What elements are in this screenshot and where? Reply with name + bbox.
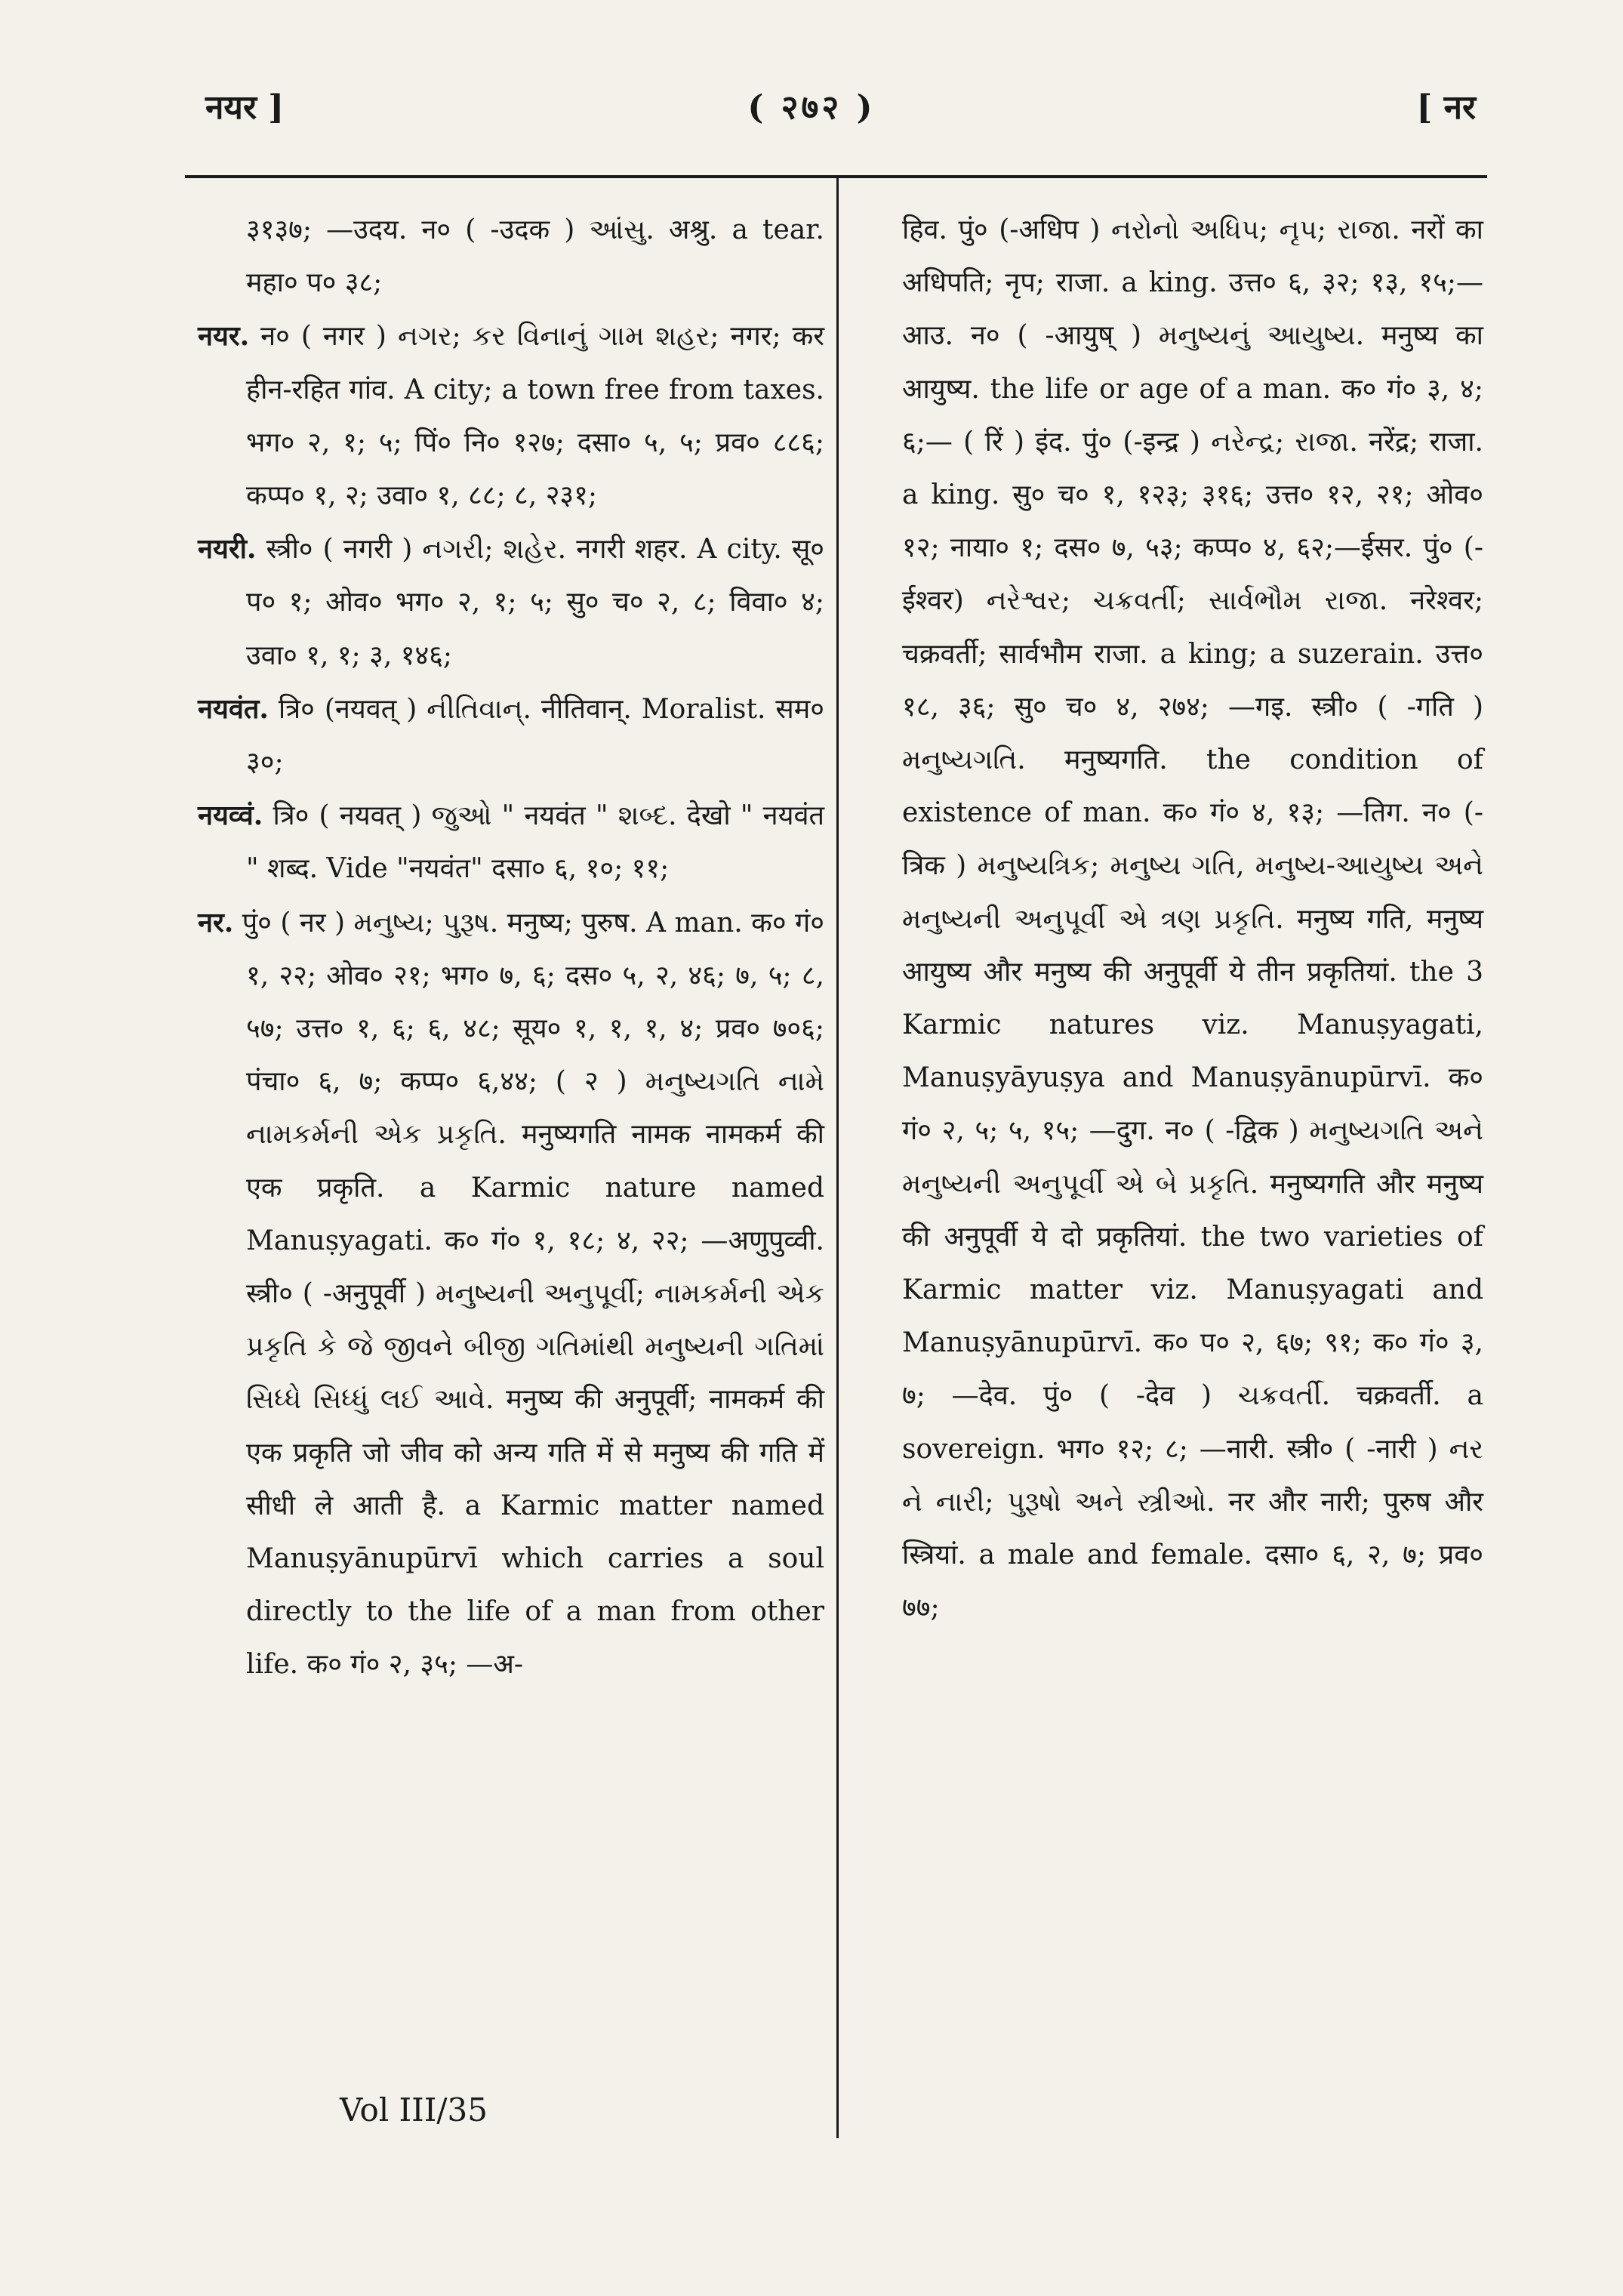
left-column <box>198 204 824 1692</box>
headword: नयर. <box>198 320 250 353</box>
headword: नर. <box>198 906 234 938</box>
volume-signature: Vol III/35 <box>340 2091 488 2128</box>
right-column <box>902 204 1483 1635</box>
headword: नयव्वं. <box>198 800 263 832</box>
headword: नयवंत. <box>198 692 269 725</box>
headword: नयरी. <box>198 533 257 566</box>
entry-nara-continued: हिव. पुं० (-अधिप ) નરોનો અધિપ; નૃપ; રાજા. नरों का अधिपति; नृप; राजा. a king. उत्त० ६, ३२; १३, १५;—आउ. न० ( -आयुष् ) મનુષ્યનું આયુષ્ય. मनुष्य का आयुष्य. the life or age of a man. क० गं० ३, ४; ६;— ( रिं ) इंद. पुं० (-इन्द्र ) નરેન્દ્ર; રાજા. नरेंद्र; राजा. a king. सु० च० १, १२३; ३१६; उत्त० १२, २१; ओव० १२; नाया० १; दस० ७, ५३; कप्प० ४, ६२;—ईसर. पुं० (-ईश्वर) નરેશ્વર; ચક્રવર્તી; સાર્વભૌમ રાજા. नरेश्वर; चक्रवर्ती; सार्वभौम राजा. a king; a suzerain. उत्त० १८, ३६; सु० च० ४, २७४; —गइ. स्त्री० ( -गति ) મનુષ્યગતિ. मनुष्यगति. the condition of existence of man. क० गं० ४, १३; —तिग. न० (-त्रिक ) મનુષ્યત્રિક; મનુષ્ય ગતિ, મનુષ્ય-આયુષ્ય અને મનુષ્યની અનુપૂર્વી એ ત્રણ પ્રકૃતિ. मनुष्य गति, मनुष्य आयुष्य और मनुष्य की अनुपूर्वी ये तीन प्रकृतियां. the 3 Karmic natures viz. Manuṣyagati, Manuṣyāyuṣya and Manuṣyānupūrvī. क० गं० २, ५; ५, १५; —दुग. न० ( -द्विक ) મનુષ્યગતિ અને મનુષ્યની અનુપૂર્વી એ બે પ્રકૃતિ. मनुष्यगति और मनुष्य की अनुपूर्वी ये दो प्रकृतियां. the two varieties of Karmic matter viz. Manuṣyagati and Manuṣyānupūrvī. क० प० २, ६७; ९१; क० गं० ३, ७; —देव. पुं० ( -देव ) ચક્રવર્તી. चक्रवर्ती. a sovereign. भग० १२; ८; —नारी. स्त्री० ( -नारी ) નર ને નારી; પુરૂષો અને સ્ત્રીઓ. नर और नारी; पुरुष और स्त्रियां. a male and female. दसा० ६, २, ७; प्रव० ७७; <box>902 214 1483 1624</box>
entry-nara: नर. पुं० ( नर ) મનુષ્ય; પુરૂષ. मनुष्य; पुरुष. A man. क० गं० १, २२; ओव० २१; भग० ७, ६; दस० ५, २, ४६; ७, ५; ८, ५७; उत्त० १, ६; ६, ४८; सूय० १, १, १, ४; प्रव० ७०६; पंचा० ६, ७; कप्प० ६,४४; ( २ ) મનુષ્યગતિ નામે નામકર્મની એક પ્રકૃતિ. मनुष्यगति नामक नामकर्म की एक प्रकृति. a Karmic nature named Manuṣyagati. क० गं० १, १८; ४, २२; —अणुपुव्वी. स्त्री० ( -अनुपूर्वी ) મનુષ્યની અનુપૂર્વી; નામકર્મની એક પ્રકૃતિ કે જે જીવને બીજી ગતિમાંથી મનુષ્યની ગતિમાં સિધ્ધે સિધ્ધું લઈ આવે. मनुष्य की अनुपूर्वी; नामकर्म की एक प्रकृति जो जीव को अन्य गति में से मनुष्य की गति में सीधी ले आती है. a Karmic matter named Manuṣyānupūrvī which carries a soul directly to the life of a man from other life. क० गं० २, ३५; —अ- <box>198 906 824 1681</box>
header-left-guideword: नयर ] <box>205 88 285 127</box>
entry-nayara: नयर. न० ( नगर ) નગર; કર વિનાનું ગામ શહર; नगर; कर हीन-रहित गांव. A city; a town free from taxes. भग० २, १; ५; पिं० नि० १२७; दसा० ५, ५; प्रव० ८८६; कप्प० १, २; उवा० १, ८८; ८, २३१; <box>198 320 824 512</box>
entry-continuation: ३१३७; —उदय. न० ( -उदक ) આંસુ. अश्रु. a tear. महा० प० ३८; <box>246 214 824 299</box>
entry-nayavvam: नयव्वं. त्रि० ( नयवत् ) જુઓ " नयवंत " શબ્દ. देखो " नयवंत " शब्द. Vide "नयवंत" दसा० ६, १०; ११; <box>198 800 824 885</box>
entry-nayavanta: नयवंत. त्रि० (नयवत् ) નીતિવાન્. नीतिवान्. Moralist. सम० ३०; <box>198 692 824 778</box>
column-divider <box>836 175 839 2138</box>
page-number: ( २७२ ) <box>747 88 876 127</box>
page-header <box>0 83 1623 143</box>
header-right-guideword: [ नर <box>1416 88 1476 127</box>
entry-nayari: नयरी. स्त्री० ( नगरी ) નગરી; શહેર. नगरी शहर. A city. सू० प० १; ओव० भग० २, १; ५; सु० च० २, ८; विवा० ४; उवा० १, १; ३, १४६; <box>198 533 824 671</box>
